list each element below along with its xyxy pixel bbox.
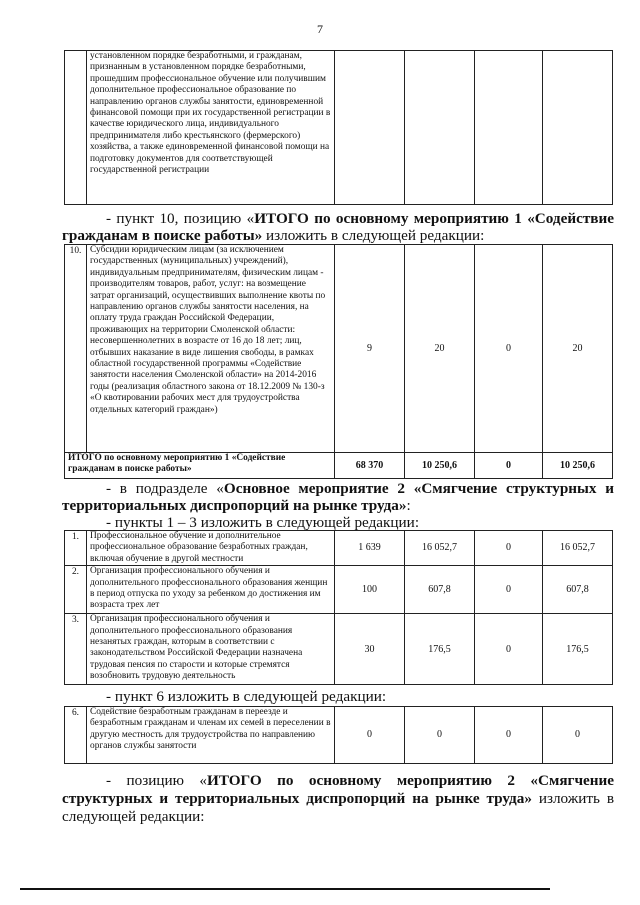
table-item-10 [64,244,613,479]
row-value-4: 0 [543,707,613,764]
page-number: 7 [317,22,323,36]
row-description: Субсидии юридическим лицам (за исключением государственных (муниципальных) учреждений), индивидуальным предпринимателям, физическим лицам - производителям товаров, работ, услуг: на возмещение затрат организаций, осуществивших выполнение квоты по направлению органов службы занятости населения, на оплату труда граждан Российской Федерации, проживающих на территории Смоленской области: несовершеннолетних в возрасте от 16 до 18 лет; лиц, отбывших наказание в виде лишения свободы, в рамках областной государственной программы «Содействие занятости населения Смоленской области» на 2014-2016 годы (реализация областного закона от 18.12.2009 № 130-з «О квотировании рабочих мест для трудоустройства отдельных категорий граждан») [87,245,335,453]
row-value-2: 176,5 [405,614,475,685]
paragraph-items-1-3: - пункты 1 – 3 изложить в следующей редакции: [106,514,420,531]
row-value-4: 20 [543,245,613,453]
table-item-6 [64,706,613,764]
row-description: Профессиональное обучение и дополнительное профессиональное образование безработных граждан, включая обучение в другой местности [87,531,335,566]
paragraph-item-10: - пункт 10, позицию «ИТОГО по основному мероприятию 1 «Содействие гражданам в поиске работы» изложить в следующей редакции: [62,210,614,244]
row-number: 10. [65,245,87,453]
row-number: 2. [65,566,87,614]
table-total-row [65,453,613,479]
row-number: 6. [65,707,87,764]
row-value-2 [405,51,475,205]
row-value-3: 0 [475,614,543,685]
row-value-2: 20 [405,245,475,453]
row-value-1: 30 [335,614,405,685]
footer-divider [20,888,550,890]
row-description: Содействие безработным гражданам в переезде и безработным гражданам и членам их семей в переселении в другую местность для трудоустройства по направлению органов службы занятости [87,707,335,764]
table-continuation [64,50,613,205]
row-number: 3. [65,614,87,685]
row-value-1: 9 [335,245,405,453]
row-description: Организация профессионального обучения и дополнительного профессионального образования женщин в период отпуска по уходу за ребенком до достижения им возраста трех лет [87,566,335,614]
paragraph-item-6: - пункт 6 изложить в следующей редакции: [106,688,387,705]
paragraph-subsection-2: - в подразделе «Основное мероприятие 2 «Смягчение структурных и территориальных диспропорций на рынке труда»: [62,480,614,514]
row-value-1 [335,51,405,205]
row-value-3: 0 [475,531,543,566]
row-value-2: 0 [405,707,475,764]
table-row [65,51,613,205]
table-row [65,614,613,685]
row-value-3: 0 [475,707,543,764]
row-value-2: 16 052,7 [405,531,475,566]
table-row [65,531,613,566]
paragraph-total-2: - позицию «ИТОГО по основному мероприятию 2 «Смягчение структурных и территориальных диспропорций на рынке труда» изложить в следующей редакции: [62,772,614,825]
row-value-4 [543,51,613,205]
row-number [65,51,87,205]
total-value-3: 0 [475,453,543,479]
total-value-2: 10 250,6 [405,453,475,479]
row-value-1: 1 639 [335,531,405,566]
row-description: Организация профессионального обучения и дополнительного профессионального образования незанятых граждан, которым в соответствии с законодательством Российской Федерации назначена трудовая пенсия по старости и которые стремятся возобновить трудовую деятельность [87,614,335,685]
table-row [65,566,613,614]
row-value-4: 16 052,7 [543,531,613,566]
row-value-3: 0 [475,566,543,614]
row-value-2: 607,8 [405,566,475,614]
total-label: ИТОГО по основному мероприятию 1 «Содействие гражданам в поиске работы» [65,453,335,479]
total-value-1: 68 370 [335,453,405,479]
row-value-4: 607,8 [543,566,613,614]
total-value-4: 10 250,6 [543,453,613,479]
row-value-4: 176,5 [543,614,613,685]
row-value-3: 0 [475,245,543,453]
table-row [65,245,613,453]
row-value-3 [475,51,543,205]
row-description: установленном порядке безработными, и гражданам, признанным в установленном порядке безработными, прошедшим профессиональное обучение или получившим дополнительное профессиональное образование по направлению органов службы занятости, единовременной финансовой помощи при их государственной регистрации в качестве юридического лица, индивидуального предпринимателя либо крестьянского (фермерского) хозяйства, а также единовременной финансовой помощи на подготовку документов для соответствующей государственной регистрации [87,51,335,205]
table-row [65,707,613,764]
row-value-1: 100 [335,566,405,614]
table-items-1-3 [64,530,613,685]
row-number: 1. [65,531,87,566]
row-value-1: 0 [335,707,405,764]
